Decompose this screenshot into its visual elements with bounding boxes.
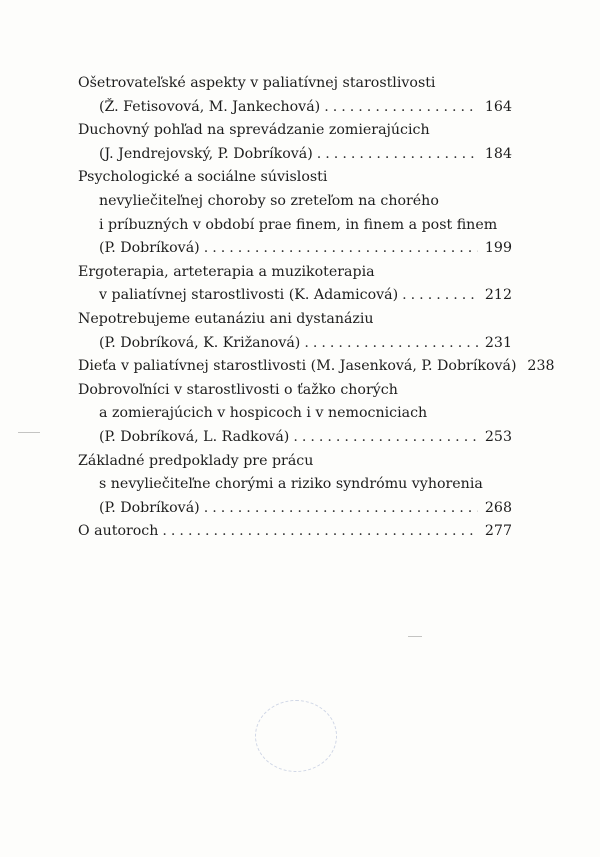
toc-entry	[78, 308, 512, 355]
entry-title: Dieťa v paliatívnej starostlivosti (M. Jasenková, P. Dobríková)	[78, 358, 517, 375]
entry-title: Nepotrebujeme eutanáziu ani dystanáziu	[78, 310, 374, 327]
page-number: 253	[484, 428, 512, 445]
entry-continuation: s nevyliečiteľne chorými a riziko syndrómu vyhorenia	[99, 476, 483, 493]
dot-leader	[317, 143, 478, 167]
entry-title: Dobrovoľníci v starostlivosti o ťažko chorých	[78, 381, 398, 398]
toc-line	[78, 96, 512, 120]
toc-line	[78, 473, 512, 497]
entry-title: Ergoterapia, arteterapia a muzikoterapia	[78, 263, 375, 280]
toc-line	[78, 72, 512, 96]
toc-entry	[78, 119, 512, 166]
faded-stamp	[255, 700, 337, 772]
dot-leader	[293, 426, 478, 450]
page-number: 277	[484, 523, 512, 540]
entry-continuation: (Ž. Fetisovová, M. Jankechová)	[99, 98, 321, 115]
dot-leader	[402, 284, 478, 308]
toc-entry	[78, 520, 512, 544]
page-number: 199	[484, 240, 512, 257]
toc-entry	[78, 261, 512, 308]
toc-line	[78, 450, 512, 474]
page-number: 231	[484, 334, 512, 351]
dot-leader	[304, 332, 478, 356]
entry-title: O autoroch	[78, 523, 159, 540]
entry-continuation: (P. Dobríková, L. Radková)	[99, 428, 290, 445]
entry-continuation: a zomierajúcich v hospicoch i v nemocniciach	[99, 405, 428, 422]
toc-line	[78, 426, 512, 450]
entry-continuation: (J. Jendrejovský, P. Dobríková)	[99, 145, 313, 162]
entry-title: Základné predpoklady pre prácu	[78, 452, 314, 469]
toc-line	[78, 308, 512, 332]
toc-line	[78, 214, 512, 238]
scan-mark	[18, 432, 40, 433]
entry-title: Duchovný pohľad na sprevádzanie zomierajúcich	[78, 122, 430, 139]
toc-line	[78, 166, 512, 190]
page-number: 268	[484, 499, 512, 516]
entry-continuation: nevyliečiteľnej choroby so zreteľom na chorého	[99, 192, 439, 209]
entry-title: Psychologické a sociálne súvislosti	[78, 169, 328, 186]
entry-title: Ošetrovateľské aspekty v paliatívnej starostlivosti	[78, 75, 436, 91]
dot-leader	[204, 497, 478, 521]
page-number: 164	[484, 98, 512, 115]
toc-line	[78, 402, 512, 426]
page-number: 184	[484, 145, 512, 162]
toc-line	[78, 237, 512, 261]
toc-line	[78, 497, 512, 521]
entry-continuation: (P. Dobríková)	[99, 499, 200, 516]
entry-continuation: (P. Dobríková, K. Križanová)	[99, 334, 301, 351]
toc-line	[78, 379, 512, 403]
page-number: 238	[527, 358, 555, 375]
dot-leader	[204, 237, 478, 261]
entry-continuation: v paliatívnej starostlivosti (K. Adamicová)	[99, 287, 399, 304]
table-of-contents	[78, 72, 555, 544]
toc-line	[78, 261, 512, 285]
entry-continuation: (P. Dobríková)	[99, 240, 200, 257]
toc-line	[78, 119, 512, 143]
toc-line	[78, 190, 512, 214]
toc-line	[78, 355, 555, 379]
toc-line	[78, 284, 512, 308]
dot-leader	[162, 520, 478, 544]
toc-entry	[78, 379, 512, 450]
toc-line	[78, 520, 512, 544]
scan-mark	[408, 636, 422, 637]
toc-entry	[78, 166, 512, 260]
toc-entry	[78, 355, 555, 379]
toc-line	[78, 332, 512, 356]
toc-line	[78, 143, 512, 167]
toc-entry	[78, 450, 512, 521]
entry-continuation: i príbuzných v období prae finem, in finem a post finem	[99, 216, 498, 233]
dot-leader	[324, 96, 478, 120]
toc-entry	[78, 72, 512, 119]
page-number: 212	[484, 287, 512, 304]
